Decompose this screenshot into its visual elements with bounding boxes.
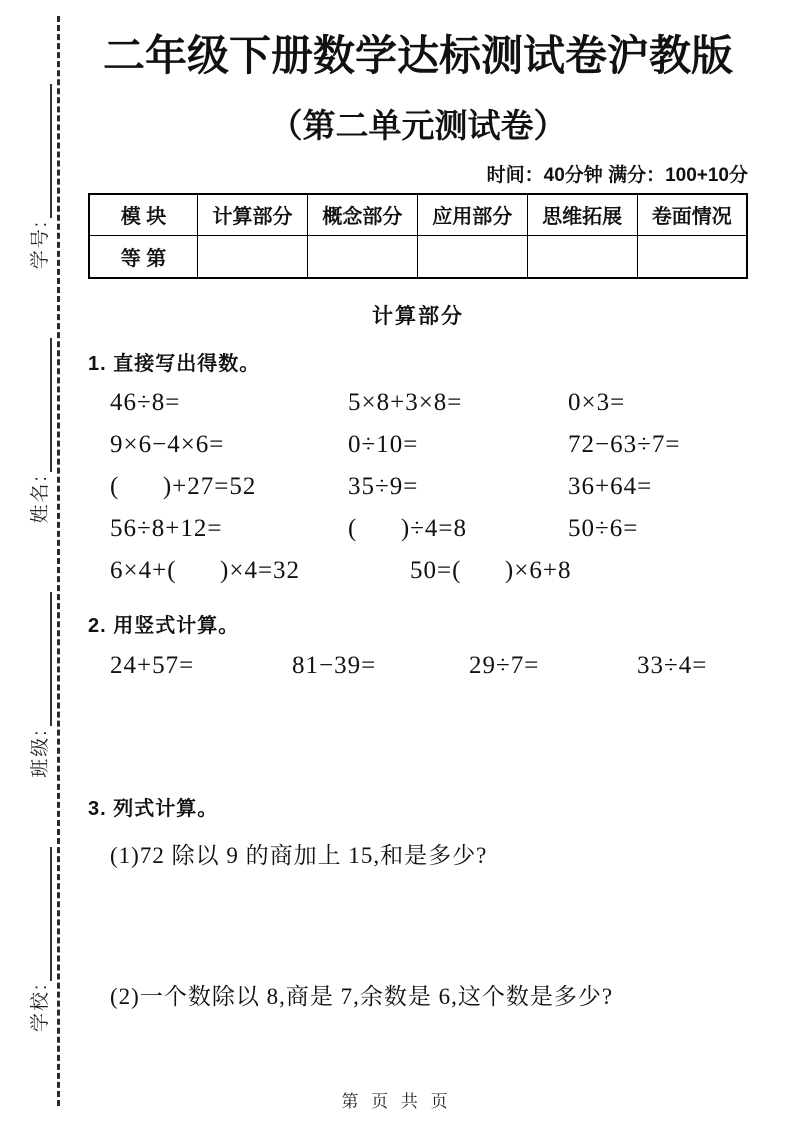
expression-row — [110, 550, 748, 592]
question-2-label: 2. 用竖式计算。 — [88, 614, 240, 637]
student-class-label: 班级: — [30, 728, 51, 778]
answer-space — [88, 870, 748, 962]
score-table-header-application: 应用部分 — [417, 194, 527, 236]
student-field-class — [25, 592, 52, 777]
question-3-part-1: (1)72 除以 9 的商加上 15,和是多少? — [110, 842, 488, 868]
expression-row — [110, 382, 748, 424]
grade-cell — [307, 236, 417, 278]
page-title: 二年级下册数学达标测试卷沪教版 — [102, 32, 733, 79]
student-class-blank-line — [48, 592, 52, 726]
question-3-part-2: (2)一个数除以 8,商是 7,余数是 6,这个数是多少? — [110, 983, 614, 1009]
student-field-school — [25, 847, 52, 1032]
expression: 81−39= — [292, 651, 377, 679]
question-1-expressions — [88, 382, 748, 592]
student-name-blank-line — [48, 338, 52, 472]
expression: 24+57= — [110, 651, 195, 679]
paper-content — [88, 0, 748, 1011]
student-name-label: 姓名: — [30, 474, 51, 524]
score-table-grade-row — [89, 236, 747, 278]
student-id-blank-line — [48, 84, 52, 218]
page-footer: 第 页 共 页 — [341, 1092, 452, 1111]
student-info-strip — [20, 84, 52, 1032]
score-table-header-calculation: 计算部分 — [198, 194, 308, 236]
score-table-header-thinking: 思维拓展 — [527, 194, 637, 236]
student-id-label: 学号: — [30, 220, 51, 270]
section-title-calculation: 计算部分 — [372, 304, 464, 328]
question-2-expressions — [88, 645, 748, 687]
expression: ( )÷4=8 — [348, 514, 467, 542]
score-table-header-concept: 概念部分 — [307, 194, 417, 236]
exam-time-score-info: 时间：40分钟 满分：100+10分 — [486, 164, 748, 186]
grade-cell — [637, 236, 747, 278]
expression-row — [110, 508, 748, 550]
expression-row — [110, 424, 748, 466]
expression-row — [110, 466, 748, 508]
expression: 5×8+3×8= — [348, 388, 463, 416]
score-table-header-module: 模 块 — [89, 194, 198, 236]
expression: 46÷8= — [110, 388, 181, 416]
student-field-name — [25, 338, 52, 523]
student-field-id — [25, 84, 52, 269]
expression: 33÷4= — [637, 651, 708, 679]
grade-cell — [527, 236, 637, 278]
expression: 36+64= — [568, 472, 653, 500]
grade-cell — [417, 236, 527, 278]
expression: 72−63÷7= — [568, 430, 681, 458]
expression: 50÷6= — [568, 514, 639, 542]
question-1-label: 1. 直接写出得数。 — [88, 352, 261, 375]
expression: 50=( )×6+8 — [410, 556, 572, 584]
expression: 0÷10= — [348, 430, 419, 458]
working-space — [88, 687, 748, 775]
score-table-header-row — [89, 194, 747, 236]
page-subtitle: （第二单元测试卷） — [269, 106, 567, 144]
expression: 35÷9= — [348, 472, 419, 500]
student-school-blank-line — [48, 847, 52, 981]
question-3-label: 3. 列式计算。 — [88, 797, 219, 820]
binding-dashed-line — [57, 16, 60, 1106]
student-school-label: 学校: — [30, 982, 51, 1032]
score-table — [88, 193, 748, 279]
expression: ( )+27=52 — [110, 472, 257, 500]
expression: 29÷7= — [469, 651, 540, 679]
expression: 0×3= — [568, 388, 626, 416]
grade-row-label: 等 第 — [89, 236, 198, 278]
score-table-header-presentation: 卷面情况 — [637, 194, 747, 236]
grade-cell — [198, 236, 308, 278]
expression: 6×4+( )×4=32 — [110, 556, 301, 584]
expression: 56÷8+12= — [110, 514, 223, 542]
expression: 9×6−4×6= — [110, 430, 225, 458]
